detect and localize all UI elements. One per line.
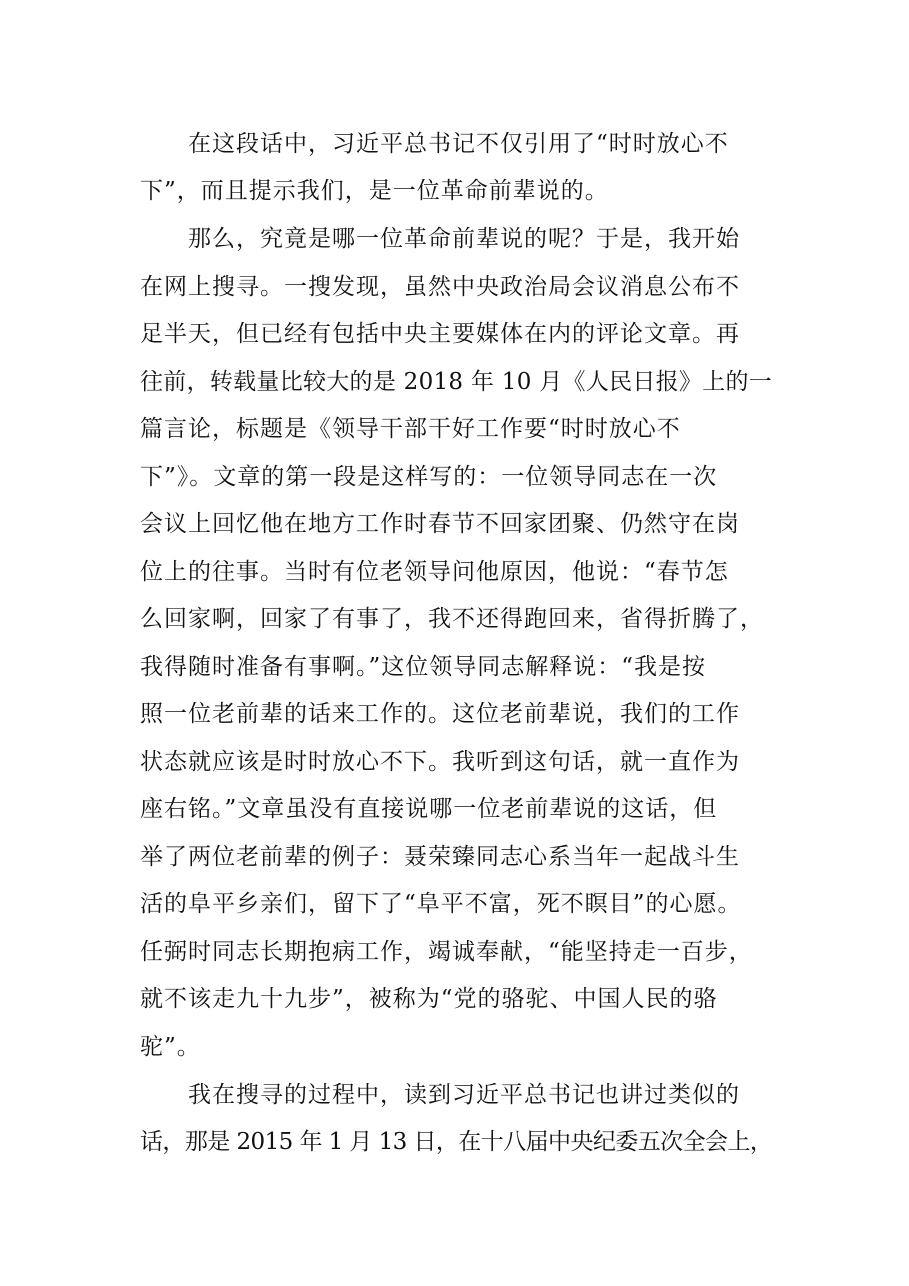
text-line: 在网上搜寻。一搜发现，虽然中央政治局会议消息公布不: [140, 274, 740, 300]
text-line: 篇言论，标题是《领导干部干好工作要“时时放心不: [140, 416, 681, 442]
text-line: 足半天，但已经有包括中央主要媒体在内的评论文章。再: [140, 321, 740, 347]
text-line: 举了两位老前辈的例子：聂荣臻同志心系当年一起战斗生: [140, 844, 740, 870]
text-line: 座右铭。”文章虽没有直接说哪一位老前辈说的这话，但: [140, 796, 718, 822]
text-line: 活的阜平乡亲们，留下了“阜平不富，死不瞑目”的心愿。: [140, 891, 742, 917]
text-line: 就不该走九十九步”，被称为“党的骆驼、中国人民的骆: [140, 986, 718, 1012]
text-line: 下”》。文章的第一段是这样写的：一位领导同志在一次: [140, 464, 718, 490]
text-line: 位上的往事。当时有位老领导问他原因，他说：“春节怎: [140, 559, 729, 585]
text-line: 照一位老前辈的话来工作的。这位老前辈说，我们的工作: [140, 701, 740, 727]
text-line: 任弼时同志长期抱病工作，竭诚奉献，“能坚持走一百步，: [140, 939, 753, 965]
text-line: 驼”。: [140, 1034, 201, 1060]
text-line: 我在搜寻的过程中，读到习近平总书记也讲过类似的: [188, 1082, 740, 1108]
text-line: 我得随时准备有事啊。”这位领导同志解释说：“我是按: [140, 654, 707, 680]
text-line: 话，那是 2015 年 1 月 13 日，在十八届中央纪委五次全会上，: [140, 1129, 773, 1155]
text-line: 下”，而且提示我们，是一位革命前辈说的。: [140, 178, 609, 204]
text-line: 那么，究竟是哪一位革命前辈说的呢？于是，我开始: [188, 226, 740, 252]
text-line: 状态就应该是时时放心不下。我听到这句话，就一直作为: [140, 749, 740, 775]
text-line: 么回家啊，回家了有事了，我不还得跑回来，省得折腾了，: [140, 606, 764, 632]
text-line: 在这段话中，习近平总书记不仅引用了“时时放心不: [188, 131, 729, 157]
text-line: 会议上回忆他在地方工作时春节不回家团聚、仍然守在岗: [140, 511, 740, 537]
text-line: 往前，转载量比较大的是 2018 年 10 月《人民日报》上的一: [140, 369, 773, 395]
